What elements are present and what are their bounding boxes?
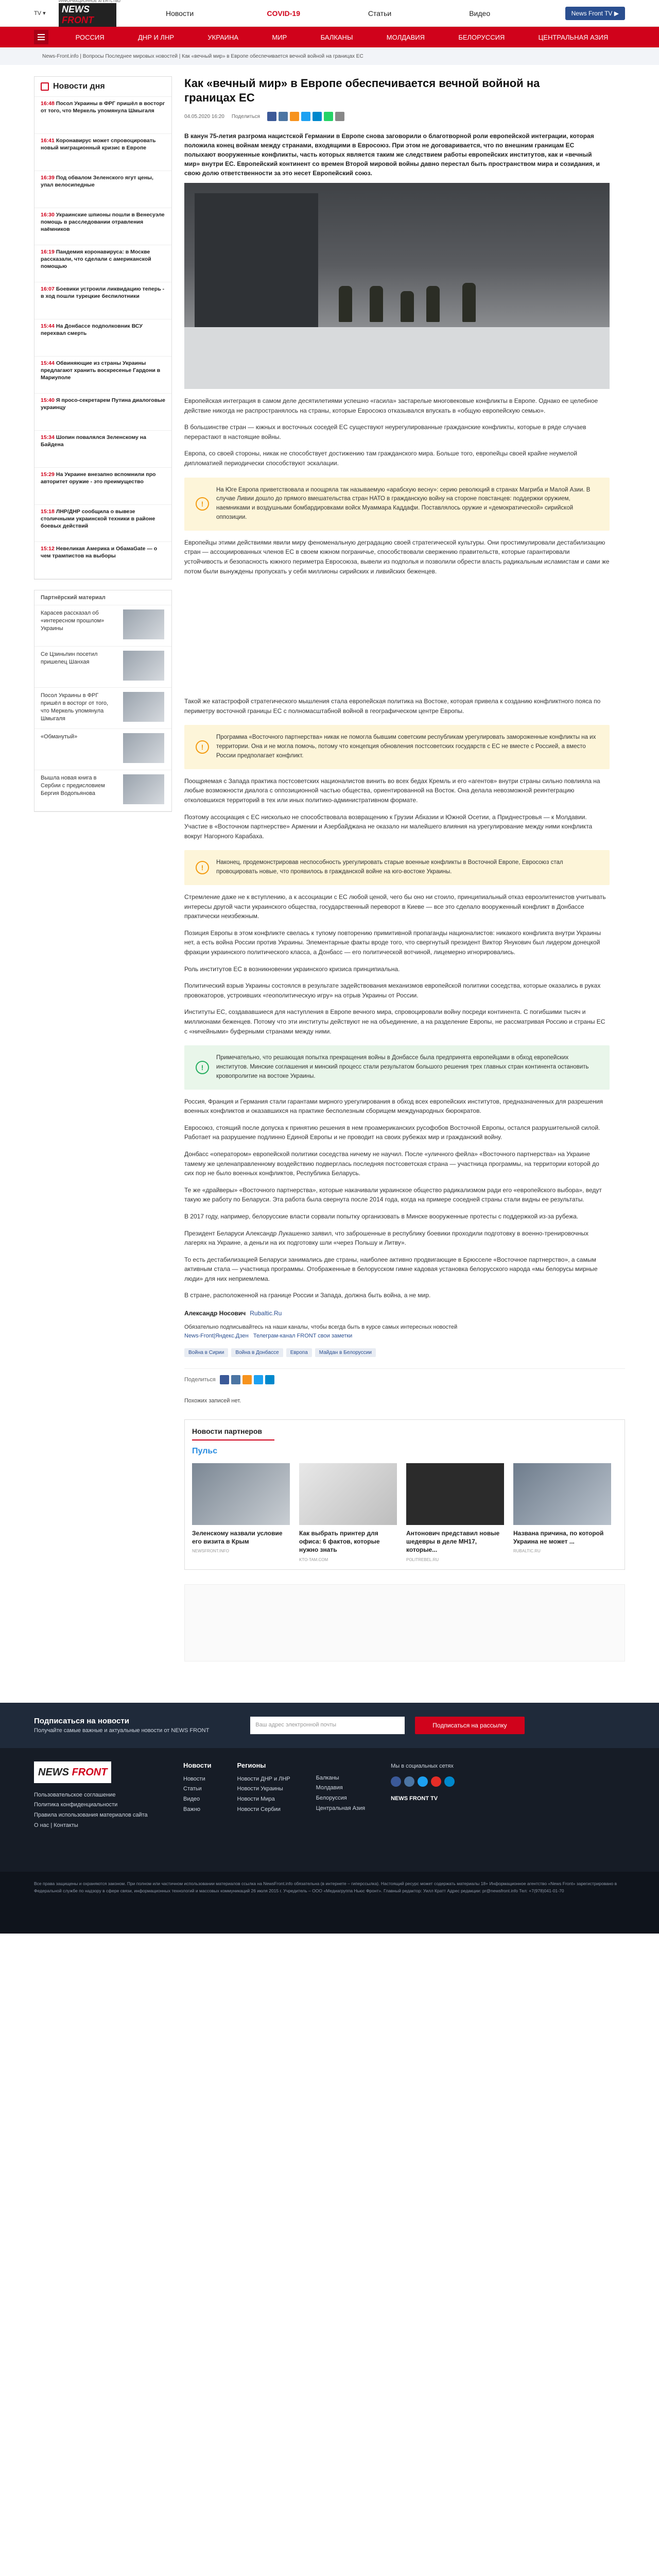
partner-item[interactable] xyxy=(34,729,171,770)
footer-tv-link[interactable]: NEWS FRONT TV xyxy=(391,1795,438,1802)
nav-articles[interactable]: Статьи xyxy=(368,9,392,18)
article-lead: В канун 75-летия разгрома нацистской Германии в Европе снова заговорили о благотворной роли европейской интеграции, которая положила конец войнам между странами, входящими в Евросоюз. При этом не договаривается, что по внешним границам ЕС полыхают вооруженные конфликты, часть которых является таким же следствием работы европейских институтов, как и «вечный мир» внутри ЕС. Европейский континент со времен Второй мировой войны давно перестал быть пространством мира и созидания, и свою долю ответственности за это несет Европейский союз. xyxy=(184,132,600,177)
similar-posts: Похожих записей нет. xyxy=(184,1398,241,1404)
article xyxy=(184,76,625,1662)
footer-link[interactable]: Новости xyxy=(183,1775,205,1782)
footer-link[interactable]: Пользовательское соглашение xyxy=(34,1791,116,1798)
news-of-day-header xyxy=(34,77,171,97)
exclamation-icon: ! xyxy=(196,740,209,754)
breadcrumb[interactable]: News-Front.info | Вопросы Последнее мировых новостей | Как «вечный мир» в Европе обеспечивается вечной войной на границах ЕС xyxy=(0,47,659,65)
article-paragraph: Роль институтов ЕС в возникновении украинского кризиса принципиальна. xyxy=(184,965,400,973)
news-item-text xyxy=(41,174,165,205)
news-item-title: ЛНР/ДНР сообщила о вывезе столичными украинской техники в районе боевых действий xyxy=(41,509,155,530)
share-buttons-bottom xyxy=(220,1375,274,1384)
callout-text: Примечательно, что решающая попытка прекращения войны в Донбассе была предпринята европейцами в обход европейских институтов. Минские соглашения и минский процесс стали результатом большого решения трех главных стран континента остановить кровопролитие на востоке Украины. xyxy=(216,1055,589,1079)
news-item-title: Украинские шпионы пошли в Венесуэле помощь в расследовании отравления наёмников xyxy=(41,212,165,233)
content-wrap xyxy=(0,76,659,1662)
partner-item[interactable] xyxy=(34,688,171,729)
news-item-title: Я просо-секретарем Путина диалоговые украинцу xyxy=(41,397,165,411)
hero-soldier xyxy=(462,283,476,322)
partners-news-box xyxy=(184,1419,625,1570)
partner-card-source: RUBALTIC.RU xyxy=(513,1549,541,1554)
news-item[interactable] xyxy=(34,542,171,579)
region-bar xyxy=(0,27,659,47)
calendar-icon xyxy=(41,82,49,91)
region-ukraine[interactable]: УКРАИНА xyxy=(207,33,239,41)
whatsapp-icon[interactable] xyxy=(324,112,333,121)
partner-item-image xyxy=(123,733,164,763)
top-bar xyxy=(0,0,659,27)
telegram-link[interactable]: Телеграм-канал FRONT свои заметки xyxy=(253,1332,353,1339)
article-paragraph: Россия, Франция и Германия стали гарантами мирного урегулирования в обход всех европейских институтов, предназначенных для разрешения военных конфликтов и оказавшихся на практике бесполезным сборищем международных бюрократов. xyxy=(184,1097,603,1115)
telegram-icon[interactable] xyxy=(265,1375,274,1384)
footer-link[interactable]: Новости Сербии xyxy=(237,1806,281,1813)
partner-material-box xyxy=(34,590,172,812)
share-bottom xyxy=(184,1368,625,1384)
footer-brand-front: FRONT xyxy=(72,1766,108,1778)
dzen-link[interactable]: News-Front|Яндекс.Дзен xyxy=(184,1332,249,1339)
subscribe-bar-subtitle: Получайте самые важные и актуальные новости от NEWS FRONT xyxy=(34,1727,210,1734)
article-title: Как «вечный мир» в Европе обеспечивается вечной войной на границах ЕС xyxy=(184,77,540,104)
partner-card-source: POLITREBEL.RU xyxy=(406,1557,439,1562)
region-central-asia[interactable]: ЦЕНТРАЛЬНАЯ АЗИЯ xyxy=(538,33,609,41)
partner-card[interactable] xyxy=(406,1463,504,1562)
footer-social-col xyxy=(391,1761,455,1861)
top-nav xyxy=(161,9,565,18)
footer-link[interactable]: Важно xyxy=(183,1806,201,1813)
partner-card[interactable] xyxy=(299,1463,397,1562)
tag[interactable]: Европа xyxy=(286,1348,312,1357)
hero-building xyxy=(195,193,318,327)
partner-card-image xyxy=(192,1463,290,1525)
partner-item[interactable] xyxy=(34,605,171,647)
partners-news-grid xyxy=(192,1463,617,1562)
hero-snow xyxy=(184,327,610,389)
agency-label: ИНФОРМАЦИОННОЕ АГЕНТСТВО xyxy=(59,0,121,3)
vk-icon[interactable] xyxy=(404,1776,414,1787)
article-paragraph: Позиция Европы в этом конфликте свелась к тупому повторению примитивной пропаганды националистов: никакого конфликта внутри Украины нет, а есть война России против Украины. Элементарные факты вроде того, что свергнутый президент Виктор Янукович был лидером донецкой фракции украинского политического класса, а Донбасс — его политической вотчиной, лицемерно игнорировались. xyxy=(184,929,601,956)
partner-item[interactable] xyxy=(34,647,171,688)
article-paragraph: В большинстве стран — южных и восточных соседей ЕС существуют неурегулированные гражданские конфликты, которые в ряде случаев перерастают в настоящие войны. xyxy=(184,423,586,440)
news-item-text xyxy=(41,211,165,242)
news-item-time: 15:44 xyxy=(41,360,55,366)
news-item-time: 15:34 xyxy=(41,434,55,440)
news-item-title: Посол Украины в ФРГ пришёл в восторг от того, что Меркель упомянула Шмыгаля xyxy=(41,100,165,114)
news-item-title: На Донбассе подполковник ВСУ перехвал смерть xyxy=(41,323,143,337)
news-item-title: Невеликая Америка и ОбамаGate — о чем трампистов на выборы xyxy=(41,546,158,560)
partner-card[interactable] xyxy=(513,1463,611,1562)
footer-brand-col xyxy=(34,1761,158,1861)
article-paragraph: Евросоюз, стоящий после допуска к принятию решения в нем проамериканских русофобов Восточной Европы, остался разрушительной силой. Работает на разрушение подлинно Единой Европы и не проводит на своих рубежах мир и гражданский войну. xyxy=(184,1124,600,1141)
news-item-time: 16:07 xyxy=(41,286,55,292)
news-item-title: Обвиняющие из страны Украины предлагают хранить воскресенье Гардони в Мариуполе xyxy=(41,360,161,381)
partner-item-image xyxy=(123,774,164,804)
article-paragraph: То есть дестабилизацией Беларуси занимались две страны, наиболее активно продвигающие в Брюсселе «Восточное партнерство», а самым активным стала — участница программы. Отображенные в белорусском гимне кадовая установка белорусского народа «мы белорусы мирные люди» для них неприемлема. xyxy=(184,1256,598,1282)
exclamation-icon: ! xyxy=(196,1061,209,1074)
social-icons xyxy=(391,1776,455,1787)
region-nav xyxy=(59,33,625,41)
footer xyxy=(0,1748,659,1872)
partner-item-image xyxy=(123,651,164,681)
partner-card-source: NEWSFRONT.INFO xyxy=(192,1549,229,1554)
partner-item[interactable] xyxy=(34,770,171,811)
news-item[interactable] xyxy=(34,97,171,134)
region-russia[interactable]: РОССИЯ xyxy=(75,33,105,41)
news-item[interactable] xyxy=(34,468,171,505)
callout-text: Программа «Восточного партнерства» никак не помогла бывшим советским республикам урегулировать замороженные конфликты на их территории. Она и не могла помочь, потому что концепция обновления постсоветских государств с ЕС не вместе с Россией, а вместо России предполагает конфликт. xyxy=(216,734,596,759)
partner-card[interactable] xyxy=(192,1463,290,1562)
news-item-time: 16:39 xyxy=(41,175,55,181)
article-paragraph: Европейцы этими действиями явили миру феноменальную деградацию своей стратегической культуры. Они простимулировали дестабилизацию стран — ассоциированных членов ЕС в своем южном пограничье, способствовали свержению правительств, которые гарантировали устойчивость и безопасность южного периметра Евросоюза, вывели из подполья и позволили обрести власть радикальным исламистам и сами же потом были вынуждены пропускать у себя миллионы сирийских и ливийских беженцев. xyxy=(184,538,610,575)
footer-link[interactable]: Политика конфиденциальности xyxy=(34,1802,118,1808)
news-item[interactable] xyxy=(34,319,171,357)
article-paragraph: Поощряемая с Запада практика постсоветских националистов винить во всех бедах Кремль и его «агентов» внутри страны сильно повлияла на любые возможности диалога с оппозиционной частью общества, ориентированной на Восток. Она делала невозможной реинтеграцию отколовшихся территорий в тех или иных политико-административном формате. xyxy=(184,777,600,804)
partner-card-title: Зеленскому назвали условие его визита в Крым xyxy=(192,1530,283,1546)
news-item-title: Под обвалом Зеленского ягут цены, упал велосипедные xyxy=(41,175,153,189)
nav-news[interactable]: Новости xyxy=(166,9,194,18)
article-callout xyxy=(184,1045,610,1089)
email-icon[interactable] xyxy=(335,112,344,121)
news-item[interactable] xyxy=(34,505,171,542)
article-paragraph: Стремление даже не к вступлению, а к ассоциации с ЕС любой ценой, чего бы оно ни стоило, принципиальный отказ евроэлитенистов учитывать интересы другой части украинского общества, государственный переворот в Киеве — все это сделало вооруженный конфликт в Донбассе практически неизбежным. xyxy=(184,893,606,920)
article-paragraph: Те же «драйверы» «Восточного партнерства», которые накачивали украинское общество радикализмом ради его «европейского выбора», ведут такую же работу по Беларуси. Эта работа была свернута после 2014 года, когда на примере соседней страны стали видны ее результаты. xyxy=(184,1186,602,1204)
footer-col-title: Регионы xyxy=(237,1761,266,1769)
hero-soldier xyxy=(426,286,440,322)
news-item-title: На Украине внезапно вспомнили про авторитет оружие - это преимущество xyxy=(41,471,156,485)
news-item-time: 15:44 xyxy=(41,323,55,329)
ok-icon[interactable] xyxy=(290,112,299,121)
footer-link[interactable]: Центральная Азия xyxy=(316,1805,366,1812)
tag[interactable]: Майдан в Белоруссии xyxy=(315,1348,376,1357)
email-field[interactable]: Ваш адрес электронной почты xyxy=(250,1717,405,1734)
tv-label: TV xyxy=(34,10,42,16)
footer-link[interactable]: Видео xyxy=(183,1796,200,1803)
brand-wordmark xyxy=(59,3,116,27)
news-item[interactable] xyxy=(34,208,171,245)
partner-card-title: Как выбрать принтер для офиса: 6 фактов, которые нужно знать xyxy=(299,1530,380,1554)
facebook-icon[interactable] xyxy=(220,1375,229,1384)
partner-card-title: Антонович представил новые шедевры в деле МН17, которые... xyxy=(406,1530,500,1554)
share-buttons xyxy=(267,112,344,121)
sidebar xyxy=(34,76,172,1662)
brand-news: NEWS xyxy=(62,4,90,14)
hero-soldier xyxy=(370,286,383,322)
partner-card-image xyxy=(406,1463,504,1525)
footer-brand-news: NEWS xyxy=(38,1766,69,1778)
news-item-time: 16:30 xyxy=(41,212,55,218)
news-item[interactable] xyxy=(34,431,171,468)
news-item[interactable] xyxy=(34,282,171,319)
news-item-text xyxy=(41,360,165,390)
article-paragraph: В стране, расположенной на границе России и Запада, должна быть война, а не мир. xyxy=(184,1292,431,1299)
exclamation-icon: ! xyxy=(196,497,209,511)
partner-item-title: Карасев рассказал об «интересном прошлом» Украины xyxy=(41,610,105,632)
subscribe-bar-title: Подписаться на новости xyxy=(34,1717,129,1726)
subscribe-bar xyxy=(0,1703,659,1748)
callout-text: Наконец, продемонстрировав неспособность урегулировать старые военные конфликты в Восточной Европе, Евросоюз стал провоцировать новые, что проявилось в гражданской войне на юго-востоке Украины. xyxy=(216,859,563,875)
news-item-text xyxy=(41,323,165,353)
news-list xyxy=(34,97,171,579)
tag[interactable]: Война в Сирии xyxy=(184,1348,228,1357)
partner-item-title: Се Цзиньпин посетил пришелец Шанхая xyxy=(41,651,98,665)
article-paragraph: В 2017 году, например, белорусские власти сорвали попытку организовать в Минске вооруженные протесты с поддержкой из-за рубежа. xyxy=(184,1212,579,1220)
news-item-time: 16:19 xyxy=(41,249,55,255)
news-item-time: 15:29 xyxy=(41,471,55,478)
news-item-text xyxy=(41,285,165,316)
footer-regions2-col xyxy=(316,1773,365,1861)
news-item-time: 16:41 xyxy=(41,138,55,144)
news-of-day-title: Новости дня xyxy=(53,82,105,91)
subscribe-note xyxy=(184,1323,625,1340)
news-item-time: 15:18 xyxy=(41,509,55,515)
article-meta xyxy=(184,112,625,121)
footer-link[interactable]: О нас | Контакты xyxy=(34,1822,78,1829)
partner-card-title: Названа причина, по которой Украина не может ... xyxy=(513,1530,604,1546)
news-item-text xyxy=(41,248,165,279)
partner-item-image xyxy=(123,609,164,639)
footer-link[interactable]: Молдавия xyxy=(316,1785,343,1791)
article-author xyxy=(184,1310,625,1317)
news-item[interactable] xyxy=(34,394,171,431)
facebook-icon[interactable] xyxy=(267,112,276,121)
article-paragraph: Президент Беларуси Александр Лукашенко заявил, что заброшенные в республику боевики проходили подготовку в военно-тренировочных лагерях на Украине, а деньги на их подготовку шли «через Польшу и Литву». xyxy=(184,1229,589,1247)
news-item-text xyxy=(41,137,165,167)
region-dnr-lnr[interactable]: ДНР И ЛНР xyxy=(138,33,175,41)
telegram-icon[interactable] xyxy=(444,1776,455,1787)
footer-link[interactable]: Балканы xyxy=(316,1774,339,1781)
social-title: Мы в социальных сетях xyxy=(391,1762,454,1769)
news-item-title: Коронавирус может спровоцировать новый миграционный кризис в Европе xyxy=(41,138,156,151)
callout-text: На Юге Европа приветствовала и поощряла так называемую «арабскую весну»: серию революций в странах Магриба и Малой Азии. В случае Ливии дошло до прямого вмешательства стран НАТО в гражданскую войну на стороне повстанцев: поддержки оружием, наемниками и воздушными бомбардировками войск Муаммара Каддафи. Поставлялось оружие и «демократической» сирийской оппозиции. xyxy=(216,486,591,520)
facebook-icon[interactable] xyxy=(391,1776,401,1787)
article-callout xyxy=(184,478,610,531)
subscribe-bar-text xyxy=(34,1717,209,1734)
footer-link[interactable]: Белоруссия xyxy=(316,1795,347,1802)
hero-soldier xyxy=(339,286,352,322)
news-front-tv-button[interactable] xyxy=(565,7,625,20)
news-item-title: Пандемия коронавируса: в Москве рассказали, что сделали с американской помощью xyxy=(41,249,151,270)
article-paragraph: Институты ЕС, создававшиеся для наступления в Европе вечного мира, спровоцировали войну посреди континента. С погибшими тысяч и миллионами беженцев. Потому что эти институты действуют не на объединение, а на разделение Европы, не рассматривая Россию и страны ЕС с «ничейными» буферными странами между ними. xyxy=(184,1008,605,1035)
pulse-label[interactable]: Пульс xyxy=(192,1447,218,1456)
twitter-icon[interactable] xyxy=(418,1776,428,1787)
news-item[interactable] xyxy=(34,245,171,282)
share-bottom-label: Поделиться xyxy=(184,1377,216,1383)
partner-card-source: KTO-TAM.COM xyxy=(299,1557,328,1562)
footer-news-col xyxy=(183,1761,212,1861)
dropdown-icon: ▾ xyxy=(43,10,46,16)
footer-link[interactable]: Новости Украины xyxy=(237,1786,283,1792)
article-paragraph: Донбасс «оператором» европейской политики соседства ничему не научил. После «уличного фейла» «Восточного партнерства» на Украине тамему же целенаправленному воздействию подверглась последняя постсоветская страна — участница программы, на территории которой до сих пор не было военных конфликтов, Республика Беларусь. xyxy=(184,1150,599,1177)
news-item[interactable] xyxy=(34,134,171,171)
news-item[interactable] xyxy=(34,171,171,208)
news-item-text xyxy=(41,100,165,130)
subscribe-text: Обязательно подписывайтесь на наши каналы, чтобы всегда быть в курсе самых интересных новостей xyxy=(184,1324,458,1331)
subscribe-button[interactable]: Подписаться на рассылку xyxy=(415,1717,524,1734)
news-item-title: Боевики устроили ликвидацию теперь - в ход пошли турецкие беспилотники xyxy=(41,286,165,300)
tag[interactable]: Война в Донбассе xyxy=(231,1348,283,1357)
article-callout xyxy=(184,725,610,769)
article-paragraph: Европа, со своей стороны, никак не способствует достижению там гражданского мира. Больше того, европейцы своей крайне неумелой дипломатией периодически способствуют эскалации. xyxy=(184,450,578,467)
article-paragraph: Европейская интеграция в самом деле десятилетиями успешно «гасила» застарелые многовековые конфликты в Европе. Однако ее целебное действие никогда не распространялось на страны, которые Евросоюз отказывался впускать в «общую европейскую семью». xyxy=(184,397,598,414)
partner-item-image xyxy=(123,692,164,722)
brand-front: FRONT xyxy=(62,15,94,25)
ad-block xyxy=(184,1584,625,1662)
footer-link[interactable]: Статьи xyxy=(183,1786,202,1792)
news-item-text xyxy=(41,434,165,464)
news-item-text xyxy=(41,471,165,501)
vk-icon[interactable] xyxy=(279,112,288,121)
region-belarus[interactable]: БЕЛОРУССИЯ xyxy=(458,33,505,41)
news-of-day-box xyxy=(34,76,172,580)
footer-link[interactable]: Правила использования материалов сайта xyxy=(34,1812,148,1819)
footer-regions-col xyxy=(237,1761,290,1861)
partner-card-image xyxy=(513,1463,611,1525)
partners-news-title: Новости партнеров xyxy=(192,1427,274,1440)
article-hero-image xyxy=(184,183,610,389)
partner-item-title: Вышла новая книга в Сербии с предисловием Бергия Водопьянова xyxy=(41,775,105,796)
ok-icon[interactable] xyxy=(242,1375,252,1384)
article-paragraph: Поэтому ассоциация с ЕС нисколько не способствовала возвращению к Грузии Абхазии и Южной Осетии, а Приднестровья — к Молдавии. Участие в «Восточном партнерстве» Армении и Азербайджана не оказало ни малейшего влияния на урегулирование между ними конфликта вокруг Нагорного Карабаха. xyxy=(184,813,593,840)
share-label: Поделиться xyxy=(231,113,261,120)
footer-logo[interactable] xyxy=(34,1761,111,1783)
twitter-icon[interactable] xyxy=(301,112,310,121)
legal-text: Все права защищены и охраняются законом. При полном или частичном использовании материалов ссылка на NewsFront.info обязательна (в интернете – гиперссылка). Настоящий ресурс может содержать материалы 18+ Информационное агентство «News Front» зарегистрировано в Федеральной службе по надзору в сфере связи, информационных технологий и массовых коммуникаций 26 июля 2015 г. Учредитель – ООО «Медиагруппа Ньюс Фронт». Главный редактор: Уилл Кратт Адрес редакции: pr@newsfront.info Тел: +7(978)041-01-70 xyxy=(0,1872,659,1934)
partner-card-image xyxy=(299,1463,397,1525)
article-date: 04.05.2020 16:20 xyxy=(184,113,224,120)
article-paragraph: Политический взрыв Украины состоялся в результате задействования механизмов европейской политики соседства, которые оказались в руках провокаторов, устроивших «геополитическую игру» на отрыв Украины от России. xyxy=(184,982,601,999)
nav-video[interactable]: Видео xyxy=(469,9,491,18)
region-balkans[interactable]: БАЛКАНЫ xyxy=(320,33,353,41)
author-name: Александр Носович xyxy=(184,1310,246,1317)
telegram-icon[interactable] xyxy=(313,112,322,121)
news-item-title: Шопин повалялся Зеленскому на Байдена xyxy=(41,434,146,448)
footer-link[interactable]: Новости ДНР и ЛНР xyxy=(237,1775,290,1782)
author-source-link[interactable]: Rubaltic.Ru xyxy=(250,1310,282,1317)
menu-icon[interactable] xyxy=(34,30,48,44)
vk-icon[interactable] xyxy=(231,1375,240,1384)
news-item-time: 16:48 xyxy=(41,100,55,107)
region-world[interactable]: МИР xyxy=(272,33,287,41)
article-tags xyxy=(184,1348,625,1357)
partner-list xyxy=(34,605,171,811)
footer-col-title: Новости xyxy=(183,1761,212,1769)
news-item-text xyxy=(41,397,165,427)
footer-link[interactable]: Новости Мира xyxy=(237,1796,275,1803)
partner-item-title: «Обманутый» xyxy=(41,734,78,740)
tv-button-label: News Front TV xyxy=(571,9,613,17)
twitter-icon[interactable] xyxy=(254,1375,263,1384)
play-icon: ▶ xyxy=(614,9,619,17)
news-item-text xyxy=(41,508,165,538)
partner-material-title: Партнёрский материал xyxy=(34,590,171,605)
region-moldova[interactable]: МОЛДАВИЯ xyxy=(386,33,425,41)
youtube-icon[interactable] xyxy=(431,1776,441,1787)
news-item[interactable] xyxy=(34,357,171,394)
exclamation-icon: ! xyxy=(196,861,209,874)
ad-spacer xyxy=(184,576,625,689)
partner-item-title: Посол Украины в ФРГ пришёл в восторг от того, что Меркель упомянула Шмыгаля xyxy=(41,692,109,722)
news-item-time: 15:40 xyxy=(41,397,55,403)
logo[interactable] xyxy=(59,0,131,27)
news-item-text xyxy=(41,545,165,575)
news-item-time: 15:12 xyxy=(41,546,55,552)
hero-soldier xyxy=(401,291,414,322)
tv-link[interactable] xyxy=(34,10,51,16)
article-paragraph: Такой же катастрофой стратегического мышления стала европейская политика на Востоке, которая привела к созданию конфликтного пояса по периметру восточной границы ЕС с полномасштабной войной в географическом центре Европы. xyxy=(184,698,601,715)
article-callout xyxy=(184,850,610,885)
nav-covid[interactable]: COVID-19 xyxy=(267,9,300,18)
